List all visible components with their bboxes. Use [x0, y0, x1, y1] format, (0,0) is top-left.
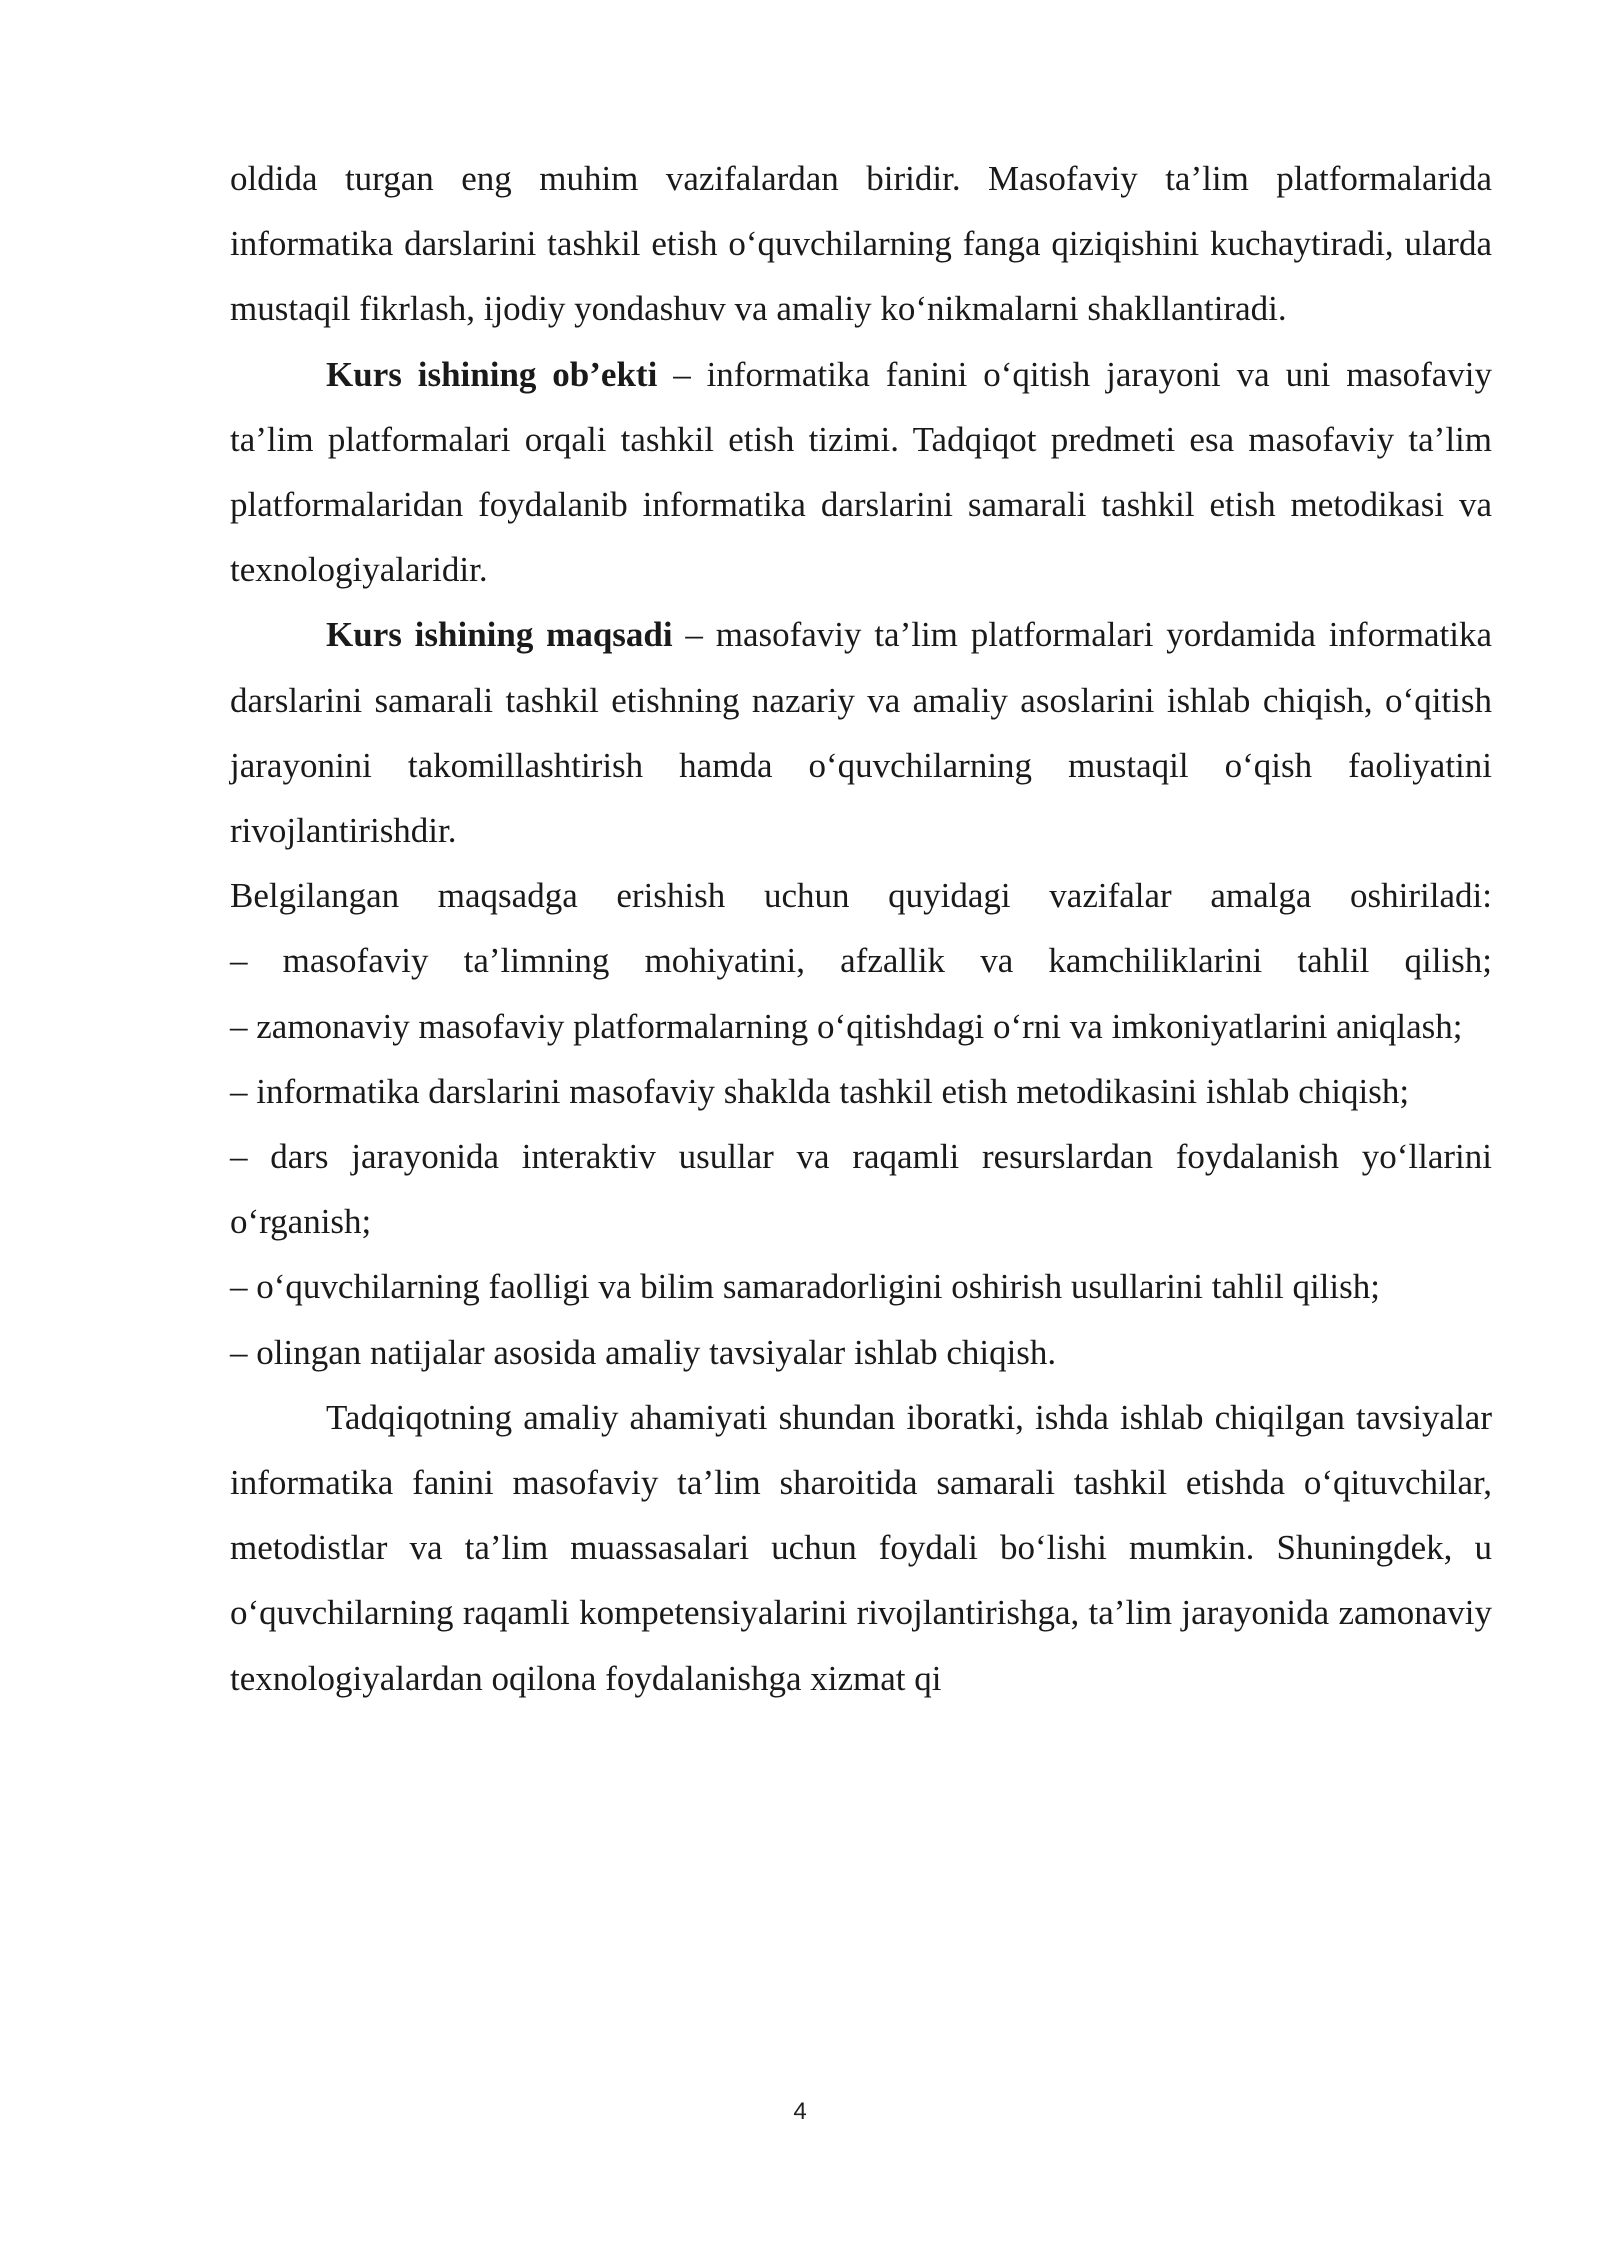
task-item: – masofaviy ta’limning mohiyatini, afzallik va kamchiliklarini tahlil qilish;	[230, 941, 1492, 981]
task-item: – informatika darslarini masofaviy shaklda tashkil etish metodikasini ishlab chiqish;	[230, 1071, 1410, 1111]
goal-text: – masofaviy ta’lim platformalari yordamida informatika darslarini samarali tashkil etishning nazariy va amaliy asoslarini ishlab chiqish, o‘qitish jarayonini takomillashtirish hamda o‘quvchilarning mustaqil o‘qish faoliyatini rivojlantirishdir.	[230, 615, 1492, 851]
task-item: – o‘quvchilarning faolligi va bilim samaradorligini oshirish usullarini tahlil qilish;	[230, 1267, 1380, 1307]
object-heading: Kurs ishining ob’ekti	[326, 354, 658, 394]
object-paragraph	[230, 342, 1492, 603]
task-item: – zamonaviy masofaviy platformalarning o‘qitishdagi o‘rni va imkoniyatlarini aniqlash;	[230, 1006, 1463, 1046]
task-item: – dars jarayonida interaktiv usullar va raqamli resurslardan foydalanish yo‘llarini o‘rganish;	[230, 1137, 1492, 1242]
intro-paragraph: oldida turgan eng muhim vazifalardan biridir. Masofaviy ta’lim platformalarida informatika darslarini tashkil etish o‘quvchilarning fanga qiziqishini kuchaytiradi, ularda mustaqil fikrlash, ijodiy yondashuv va amaliy ko‘nikmalarni shakllantiradi.	[230, 159, 1492, 329]
goal-paragraph	[230, 602, 1492, 863]
tasks-intro: Belgilangan maqsadga erishish uchun quyidagi vazifalar amalga oshiriladi:	[230, 876, 1492, 916]
practical-paragraph: Tadqiqotning amaliy ahamiyati shundan iboratki, ishda ishlab chiqilgan tavsiyalar informatika fanini masofaviy ta’lim sharoitida samarali tashkil etishda o‘qituvchilar, metodistlar va ta’lim muassasalari uchun foydali bo‘lishi mumkin. Shuningdek, u o‘quvchilarning raqamli kompetensiyalarini rivojlantirishga, ta’lim jarayonida zamonaviy texnologiyalardan oqilona foydalanishga xizmat qi	[230, 1397, 1492, 1698]
goal-heading: Kurs ishining maqsadi	[326, 615, 673, 655]
task-item: – olingan natijalar asosida amaliy tavsiyalar ishlab chiqish.	[230, 1332, 1057, 1372]
page-number: 4	[793, 2098, 807, 2125]
object-text: – informatika fanini o‘qitish jarayoni va uni masofaviy ta’lim platformalari orqali tashkil etish tizimi. Tadqiqot predmeti esa masofaviy ta’lim platformalaridan foydalanib informatika darslarini samarali tashkil etish metodikasi va texnologiyalaridir.	[230, 354, 1492, 590]
body-text	[230, 146, 1492, 1711]
